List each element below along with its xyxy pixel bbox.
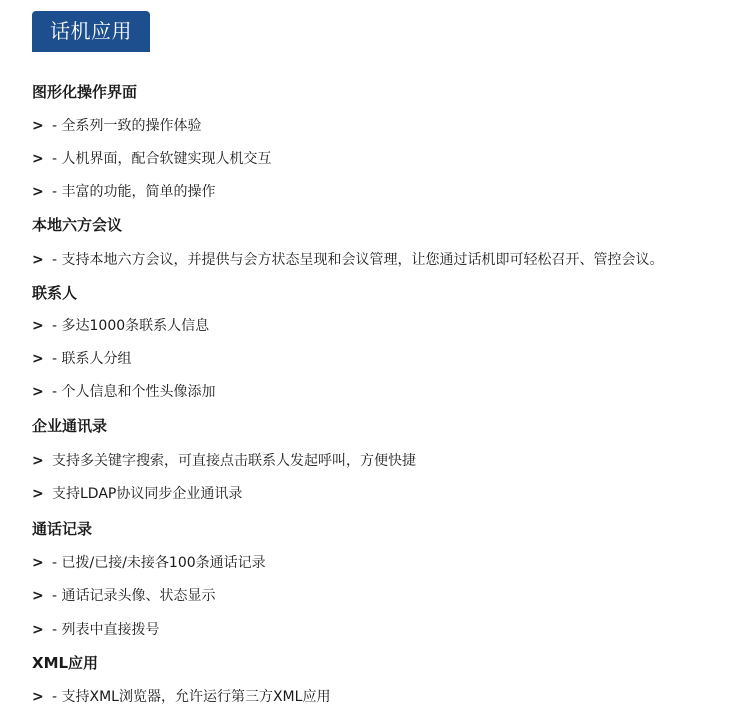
list-item — [32, 620, 160, 640]
bullet-arrow-icon: > — [32, 453, 44, 469]
bullet-arrow-icon: > — [32, 588, 44, 604]
list-item-text: - 丰富的功能，简单的操作 — [52, 184, 216, 200]
list-item — [32, 687, 330, 707]
list-item-text: 支持LDAP协议同步企业通讯录 — [52, 486, 243, 502]
bullet-arrow-icon: > — [32, 252, 44, 268]
list-item-text: - 全系列一致的操作体验 — [52, 118, 202, 134]
list-item-text: - 支持本地六方会议，并提供与会方状态呈现和会议管理，让您通过话机即可轻松召开、管控会议。 — [52, 252, 664, 268]
list-item — [32, 451, 416, 471]
bullet-arrow-icon: > — [32, 351, 44, 367]
list-item — [32, 484, 242, 504]
section-title-xml: XML应用 — [32, 654, 99, 672]
bullet-arrow-icon: > — [32, 555, 44, 571]
list-item-text: 支持多关键字搜索，可直接点击联系人发起呼叫，方便快捷 — [52, 453, 416, 469]
list-item — [32, 149, 272, 169]
list-item — [32, 586, 216, 606]
page-title: 话机应用 — [32, 11, 150, 51]
list-item-text: - 多达1000条联系人信息 — [52, 318, 210, 334]
bullet-arrow-icon: > — [32, 184, 44, 200]
bullet-arrow-icon: > — [32, 622, 44, 638]
bullet-arrow-icon: > — [32, 689, 44, 705]
list-item-text: - 支持XML浏览器，允许运行第三方XML应用 — [52, 689, 331, 705]
list-item — [32, 250, 664, 270]
header-underline — [32, 50, 150, 52]
section-title-graphical-ui: 图形化操作界面 — [32, 83, 138, 101]
bullet-arrow-icon: > — [32, 486, 44, 502]
bullet-arrow-icon: > — [32, 384, 44, 400]
section-title-conference: 本地六方会议 — [32, 216, 123, 234]
bullet-arrow-icon: > — [32, 151, 44, 167]
section-title-directory: 企业通讯录 — [32, 417, 108, 435]
bullet-arrow-icon: > — [32, 118, 44, 134]
list-item-text: - 人机界面，配合软键实现人机交互 — [52, 151, 272, 167]
list-item — [32, 382, 216, 402]
list-item-text: - 列表中直接拨号 — [52, 622, 160, 638]
list-item — [32, 553, 266, 573]
list-item — [32, 182, 216, 202]
section-title-call-log: 通话记录 — [32, 520, 93, 538]
list-item — [32, 116, 202, 136]
section-title-contacts: 联系人 — [32, 284, 78, 302]
list-item-text: - 已拨/已接/未接各100条通话记录 — [52, 555, 266, 571]
list-item — [32, 349, 132, 369]
list-item-text: - 通话记录头像、状态显示 — [52, 588, 216, 604]
bullet-arrow-icon: > — [32, 318, 44, 334]
list-item — [32, 316, 209, 336]
list-item-text: - 个人信息和个性头像添加 — [52, 384, 216, 400]
list-item-text: - 联系人分组 — [52, 351, 132, 367]
